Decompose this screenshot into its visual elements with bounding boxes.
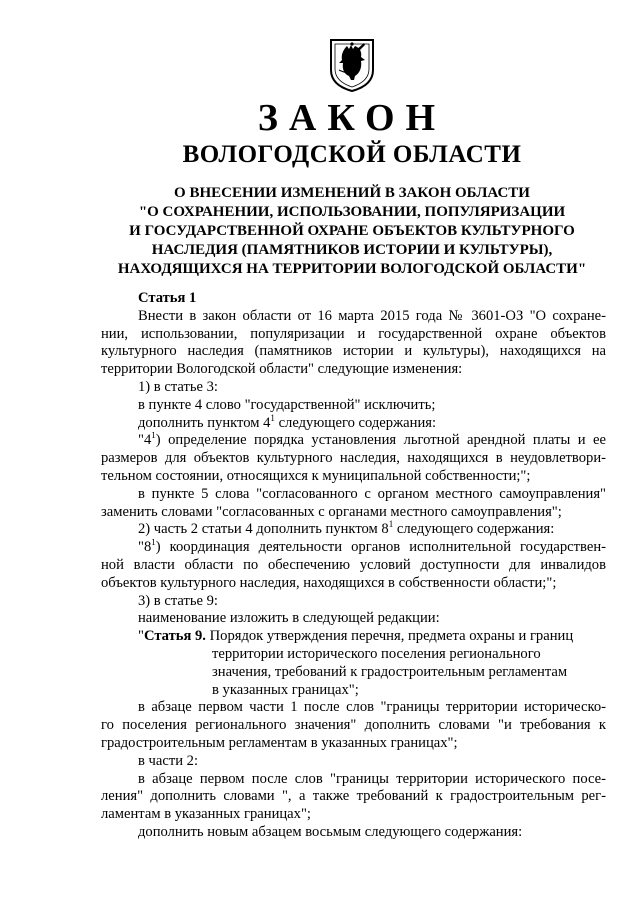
text-run: 2) часть 2 статьи 4 дополнить пунктом 8 bbox=[138, 521, 389, 538]
paragraph-line: культурного наследия (памятников истории и культуры), находящихся на bbox=[101, 343, 606, 360]
superscript: 1 bbox=[151, 539, 156, 548]
quoted-line: размеров для объектов культурного наследия, находящихся в неудовлетвори- bbox=[101, 450, 606, 467]
paragraph-line: территории Вологодской области" следующие изменения: bbox=[101, 361, 463, 378]
article-heading: Статья 1 bbox=[138, 290, 197, 306]
quoted-line: ной власти области по обеспечению условий доступности для инвалидов bbox=[101, 556, 606, 573]
law-title-line: НАХОДЯЩИХСЯ НА ТЕРРИТОРИИ ВОЛОГОДСКОЙ ОБЛАСТИ" bbox=[117, 261, 587, 277]
quoted-article-title bbox=[138, 628, 640, 646]
paragraph-line: нии, использовании, популяризации и государственной охране объектов bbox=[101, 325, 606, 342]
paragraph-line: в пункте 5 слова "согласованного с органом местного самоуправления" bbox=[138, 485, 606, 502]
text-run: ) координация деятельности органов исполнительной государствен- bbox=[155, 539, 606, 556]
paragraph-line: в абзаце первом после слов "границы территории исторического посе- bbox=[138, 770, 606, 787]
text-run: " bbox=[138, 628, 144, 645]
law-title-line: НАСЛЕДИЯ (ПАМЯТНИКОВ ИСТОРИИ И КУЛЬТУРЫ), bbox=[151, 242, 553, 258]
superscript: 1 bbox=[151, 432, 156, 441]
text-run: "8 bbox=[138, 539, 152, 556]
law-title bbox=[90, 184, 614, 279]
list-item: дополнить новым абзацем восьмым следующего содержания: bbox=[138, 823, 523, 840]
law-title-line: И ГОСУДАРСТВЕННОЙ ОХРАНЕ ОБЪЕКТОВ КУЛЬТУРНОГО bbox=[129, 223, 575, 239]
document-type-heading: ЗАКОН bbox=[257, 97, 447, 139]
quoted-article-title-line: территории исторического поселения регионального bbox=[212, 645, 541, 662]
list-item: наименование изложить в следующей редакции: bbox=[138, 610, 440, 627]
quoted-line: объектов культурного наследия, находящихся в собственности области;"; bbox=[101, 574, 557, 591]
paragraph-line: ламентам в указанных границах"; bbox=[101, 806, 311, 823]
article-label: Статья 9. bbox=[143, 628, 206, 645]
text-run: Порядок утверждения перечня, предмета охраны и границ bbox=[205, 628, 574, 645]
quoted-line: тельном состоянии, относящихся к муниципальной собственности;"; bbox=[101, 467, 531, 484]
list-item: в части 2: bbox=[138, 752, 199, 769]
law-title-line: "О СОХРАНЕНИИ, ИСПОЛЬЗОВАНИИ, ПОПУЛЯРИЗАЦИИ bbox=[138, 204, 566, 220]
quoted-article-title-line: в указанных границах"; bbox=[212, 681, 359, 698]
quoted-article-title-line: значения, требований к градостроительным регламентам bbox=[212, 663, 568, 680]
superscript: 1 bbox=[270, 412, 275, 423]
quoted-line bbox=[138, 539, 606, 557]
text-run: ) определение порядка установления льготной арендной платы и ее bbox=[155, 432, 606, 449]
text-run: следующего содержания: bbox=[393, 521, 555, 538]
paragraph-line: заменить словами "согласованных с органами местного самоуправления"; bbox=[101, 503, 562, 520]
paragraph-line: градостроительным регламентам в указанных границах"; bbox=[101, 734, 458, 751]
paragraph-line: го поселения регионального значения" дополнить словами "и требования к bbox=[101, 717, 606, 734]
list-item bbox=[138, 521, 640, 539]
paragraph-line: ления" дополнить словами ", а также требований к градостроительным рег- bbox=[101, 788, 606, 805]
text-run: "4 bbox=[138, 432, 152, 449]
text-run: следующего содержания: bbox=[274, 414, 437, 431]
list-item: 3) в статье 9: bbox=[138, 592, 218, 609]
superscript: 1 bbox=[388, 519, 394, 530]
list-item: 1) в статье 3: bbox=[138, 378, 218, 395]
paragraph-line: Внести в закон области от 16 марта 2015 года № 3601-ОЗ "О сохране- bbox=[138, 307, 606, 324]
list-item: в пункте 4 слово "государственной" исключить; bbox=[138, 396, 436, 413]
quoted-line bbox=[138, 432, 606, 450]
list-item bbox=[138, 412, 640, 433]
coat-of-arms-emblem bbox=[327, 36, 377, 92]
paragraph-line: в абзаце первом части 1 после слов "границы территории историческо- bbox=[138, 699, 606, 716]
document-body bbox=[0, 290, 640, 842]
region-heading: ВОЛОГОДСКОЙ ОБЛАСТИ bbox=[182, 141, 522, 168]
text-run: дополнить пунктом 4 bbox=[138, 414, 271, 431]
law-title-line: О ВНЕСЕНИИ ИЗМЕНЕНИЙ В ЗАКОН ОБЛАСТИ bbox=[174, 185, 530, 201]
